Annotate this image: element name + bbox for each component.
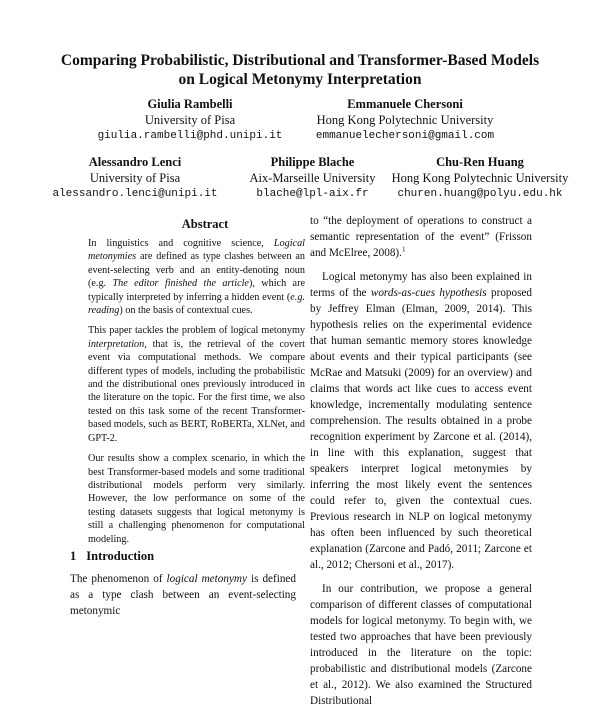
author-block (40, 154, 230, 202)
author-affiliation: University of Pisa (144, 113, 236, 127)
body-paragraph: In our contribution, we propose a general comparison of different classes of computational models for logical metonymy. To begin with, we tested two approaches that have been previously introduced in the literature on the topic: probabilistic and distributional models (Zarcone et al., 2012). We also examined the Structured Distributional (310, 583, 532, 707)
author-name: Emmanuele Chersoni (347, 97, 463, 111)
abstract-paragraph: Our results show a complex scenario, in which the best Transformer-based models and some traditional distributional models perform very similarly. However, the low performance on some of the testing datasets suggests that logical metonymy is still a challenging phenomenon for computational modeling. (88, 453, 305, 545)
title-line-2: on Logical Metonymy Interpretation (178, 71, 422, 88)
section-title: Introduction (86, 549, 155, 563)
author-email: giulia.rambelli@phd.unipi.it (97, 130, 283, 142)
abstract-paragraph: In linguistics and cognitive science, Logical metonymies are defined as type clashes between an event-selecting verb and an entity-denoting noun (e.g. The editor finished the article), which are typically interpreted by inferring a hidden event (e.g. reading) on the basis of contextual cues. (88, 238, 305, 317)
author-affiliation: Hong Kong Polytechnic University (391, 171, 569, 185)
abstract-paragraph: This paper tackles the problem of logical metonymy interpretation, that is, the retrieval of the covert event via computational methods. We compare different types of models, including the probabilistic and the distributional ones previously introduced in the literature on the topic. For the first time, we also tested on this task some of the recent Transformer-based models, such as BERT, RoBERTa, XLNet, and GPT-2. (88, 325, 305, 444)
author-block (90, 96, 290, 144)
author-affiliation: Aix-Marseille University (249, 171, 376, 185)
author-affiliation: Hong Kong Polytechnic University (316, 113, 494, 127)
intro-text: The phenomenon of logical metonymy is defined as a type clash between an event-selecting metonymic (70, 573, 296, 617)
author-name: Giulia Rambelli (147, 97, 233, 111)
author-block (300, 96, 510, 144)
section-heading (70, 549, 164, 564)
abstract-body (88, 237, 305, 553)
author-block (235, 154, 390, 202)
abstract-heading: Abstract (181, 217, 229, 231)
section-number: 1 (70, 549, 77, 563)
author-email: churen.huang@polyu.edu.hk (397, 188, 563, 200)
body-paragraph: to “the deployment of operations to construct a semantic representation of the event” (Frisson and McElree, 2008).$^1$ (310, 215, 532, 259)
right-column-text (310, 213, 532, 709)
author-name: Chu-Ren Huang (436, 155, 524, 169)
author-name: Philippe Blache (270, 155, 355, 169)
author-affiliation: University of Pisa (89, 171, 181, 185)
body-paragraph: Logical metonymy has also been explained in terms of the words-as-cues hypothesis proposed by Jeffrey Elman (Elman, 2009, 2014). This hypothesis relies on the experimental evidence that human semantic memory stores knowledge about events and their typical participants (see McRae and Matsuki (2009) for an overview) and claims that words act like cues to access event knowledge, incrementally modulating sentence comprehension. The results obtained in a probe recognition experiment by Zarcone et al. (2014), in line with this explanation, suggest that speakers interpret logical metonymies by inferring the most likely event the sentences could refer to, given the contextual cues. Previous research in NLP on logical metonymy has often been influenced by such theoretical explanation (Zarcone and Padó, 2011; Zarcone et al., 2012; Chersoni et al., 2017). (310, 271, 533, 571)
author-email: alessandro.lenci@unipi.it (52, 188, 218, 200)
footnote-marker[interactable]: 1 (401, 245, 406, 254)
author-email: blache@lpl-aix.fr (256, 188, 369, 200)
paper-title (40, 51, 560, 89)
author-block (385, 154, 575, 202)
title-line-1: Comparing Probabilistic, Distributional and Transformer-Based Models (60, 52, 540, 69)
author-email: emmanuelechersoni@gmail.com (315, 130, 495, 142)
author-name: Alessandro Lenci (88, 155, 182, 169)
